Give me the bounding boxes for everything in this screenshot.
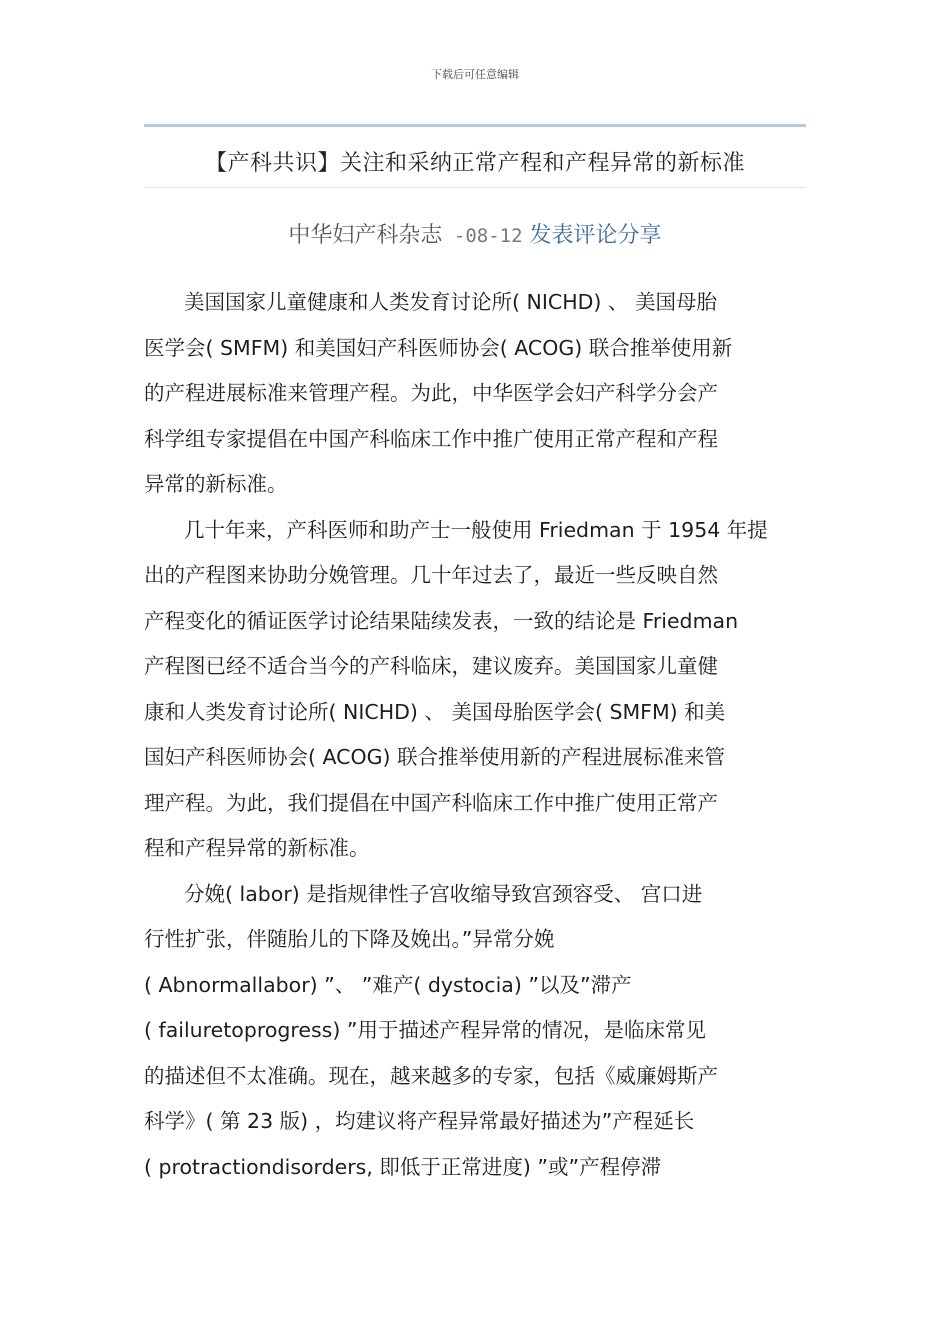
paragraph-line: 美国国家儿童健康和人类发育讨论所( NICHD) 、 美国母胎 [184,290,717,314]
paragraph-line: 理产程。为此，我们提倡在中国产科临床工作中推广使用正常产 [144,790,718,815]
paragraph-line: ( failuretoprogress) ”用于描述产程异常的情况，是临床常见 [144,1018,706,1042]
paragraph-2 [144,508,806,872]
top-divider [144,124,806,127]
share-link[interactable]: 分享 [617,223,662,248]
paragraph-1 [144,280,806,508]
paragraph-line: 科学组专家提倡在中国产科临床工作中推广使用正常产程和产程 [144,426,718,451]
paragraph-line: 出的产程图来协助分娩管理。几十年过去了，最近一些反映自然 [144,563,718,587]
paragraph-line: 的产程进展标准来管理产程。为此，中华医学会妇产科学分会产 [144,381,718,405]
paragraph-line: 国妇产科医师协会( ACOG) 联合推举使用新的产程进展标准来管 [144,745,726,769]
paragraph-line: 几十年来，产科医师和助产士一般使用 Friedman 于 1954 年提 [184,517,768,542]
article-date: -08-12 [442,225,523,247]
publish-link[interactable]: 发表 [529,223,574,248]
paragraph-line: 科学》( 第 23 版) ，均建议将产程异常最好描述为”产程延长 [144,1109,695,1133]
paragraph-line: 分娩( labor) 是指规律性子宫收缩导致宫颈容受、 宫口进 [184,881,703,906]
article-title: 【产科共识】关注和采纳正常产程和产程异常的新标准 [204,151,745,176]
paragraph-line: 行性扩张，伴随胎儿的下降及娩出。”异常分娩 [144,927,555,951]
article-source: 中华妇产科杂志 [288,223,443,248]
paragraph-3 [144,872,806,1191]
comment-link[interactable]: 评论 [573,223,618,248]
page-header-note: 下载后可任意编辑 [431,68,519,81]
title-divider [144,187,806,188]
paragraph-line: 异常的新标准。 [144,472,288,496]
paragraph-line: 产程变化的循证医学讨论结果陆续发表，一致的结论是 Friedman [144,608,739,633]
article-body [144,280,806,1190]
paragraph-line: 程和产程异常的新标准。 [144,836,370,860]
paragraph-line: 产程图已经不适合当今的产科临床，建议废弃。美国国家儿童健 [144,654,718,678]
paragraph-line: 医学会( SMFM) 和美国妇产科医师协会( ACOG) 联合推举使用新 [144,335,733,360]
article-meta [144,218,806,249]
paragraph-line: ( Abnormallabor) ”、 ”难产( dystocia) ”以及”滞产 [144,972,632,997]
paragraph-line: 的描述但不太准确。现在，越来越多的专家，包括《威廉姆斯产 [144,1063,718,1088]
paragraph-line: ( protractiondisorders, 即低于正常进度) ”或”产程停滞 [144,1154,662,1179]
paragraph-line: 康和人类发育讨论所( NICHD) 、 美国母胎医学会( SMFM) 和美 [144,699,726,724]
